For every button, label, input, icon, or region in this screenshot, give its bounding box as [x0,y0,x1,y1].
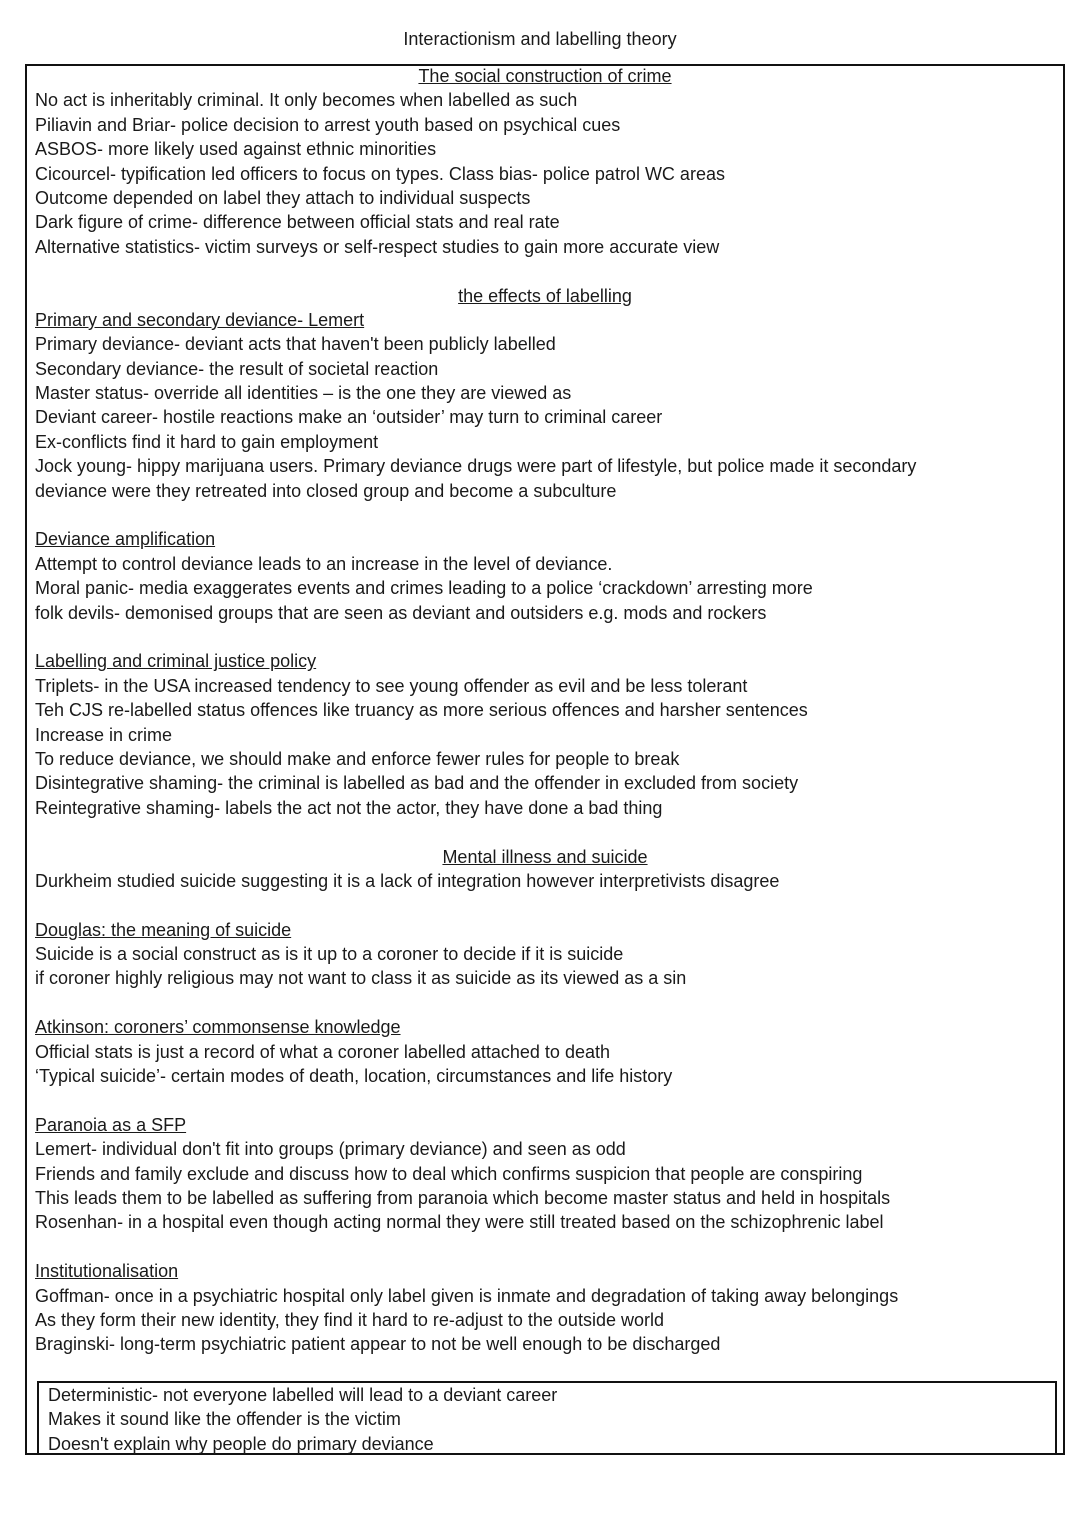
note-line: Teh CJS re-labelled status offences like truancy as more serious offences and harsher sentences [35,700,808,721]
note-line: Deviant career- hostile reactions make an ‘outsider’ may turn to criminal career [35,407,663,428]
evaluation-line: Makes it sound like the offender is the victim [48,1409,401,1430]
notes-content [35,64,1055,1357]
note-line: To reduce deviance, we should make and enforce fewer rules for people to break [35,748,680,769]
note-line: Suicide is a social construct as is it up to a coroner to decide if it is suicide [35,944,624,965]
page-title: Interactionism and labelling theory [403,29,677,49]
note-line: This leads them to be labelled as suffering from paranoia which become master status and held in hospitals [35,1187,891,1208]
note-line: Master status- override all identities – is the one they are viewed as [35,383,572,404]
subheading-institutionalisation: Institutionalisation [35,1261,179,1282]
note-line: Disintegrative shaming- the criminal is labelled as bad and the offender in excluded from society [35,773,799,794]
evaluation-line: Deterministic- not everyone labelled will lead to a deviant career [48,1385,558,1405]
note-line: Reintegrative shaming- labels the act not the actor, they have done a bad thing [35,797,663,818]
subheading-paranoia: Paranoia as a SFP [35,1114,187,1135]
note-line: Triplets- in the USA increased tendency to see young offender as evil and be less tolerant [35,675,748,696]
note-line: Increase in crime [35,724,173,745]
note-line: Rosenhan- in a hospital even though acting normal they were still treated based on the schizophrenic label [35,1212,884,1233]
note-line: Lemert- individual don't fit into groups (primary deviance) and seen as odd [35,1139,626,1160]
subheading-primary-secondary: Primary and secondary deviance- Lemert [35,309,365,330]
note-line: As they form their new identity, they find it hard to re-adjust to the outside world [35,1309,664,1330]
note-line: if coroner highly religious may not want to class it as suicide as its viewed as a sin [35,968,687,989]
note-line: ASBOS- more likely used against ethnic minorities [35,139,437,160]
note-line: deviance were they retreated into closed group and become a subculture [35,480,617,501]
note-line: folk devils- demonised groups that are seen as deviant and outsiders e.g. mods and rockers [35,602,767,623]
section-heading-mental-illness: Mental illness and suicide [442,846,648,867]
subheading-atkinson: Atkinson: coroners’ commonsense knowledge [35,1017,401,1038]
subheading-criminal-justice: Labelling and criminal justice policy [35,651,317,672]
section-heading-effects-of-labelling: the effects of labelling [458,285,632,306]
note-line: Primary deviance- deviant acts that haven't been publicly labelled [35,334,556,355]
note-line: Braginski- long-term psychiatric patient appear to not be well enough to be discharged [35,1334,721,1355]
note-line: Ex-conflicts find it hard to gain employment [35,431,379,452]
section-heading-social-construction: The social construction of crime [418,66,672,86]
spacer [35,259,1055,283]
note-line: Secondary deviance- the result of societal reaction [35,358,439,379]
note-line: No act is inheritably criminal. It only becomes when labelled as such [35,90,578,111]
spacer [35,625,1055,649]
note-line: Friends and family exclude and discuss how to deal which confirms suspicion that people are conspiring [35,1163,863,1184]
note-line: ‘Typical suicide’- certain modes of death, location, circumstances and life history [35,1066,673,1087]
spacer [35,1235,1055,1259]
note-line: Goffman- once in a psychiatric hospital only label given is inmate and degradation of taking away belongings [35,1285,899,1306]
note-line: Durkheim studied suicide suggesting it is a lack of integration however interpretivists disagree [35,870,780,891]
evaluation-line: Doesn't explain why people do primary deviance [48,1433,434,1454]
subheading-deviance-amplification: Deviance amplification [35,529,216,550]
spacer [35,893,1055,917]
evaluation-box [37,1381,1057,1455]
note-line: Attempt to control deviance leads to an increase in the level of deviance. [35,553,613,574]
note-line: Moral panic- media exaggerates events and crimes leading to a police ‘crackdown’ arresting more [35,578,813,599]
note-line: Alternative statistics- victim surveys or self-respect studies to gain more accurate view [35,236,720,257]
note-line: Outcome depended on label they attach to individual suspects [35,187,531,208]
note-line: Jock young- hippy marijuana users. Primary deviance drugs were part of lifestyle, but police made it secondary [35,456,917,477]
note-line: Piliavin and Briar- police decision to arrest youth based on psychical cues [35,114,621,135]
spacer [35,991,1055,1015]
note-line: Official stats is just a record of what a coroner labelled attached to death [35,1041,610,1062]
note-line: Dark figure of crime- difference between official stats and real rate [35,212,560,233]
subheading-douglas: Douglas: the meaning of suicide [35,919,292,940]
spacer [35,1088,1055,1112]
note-line: Cicourcel- typification led officers to focus on types. Class bias- police patrol WC areas [35,163,725,184]
spacer [35,503,1055,527]
spacer [35,820,1055,844]
